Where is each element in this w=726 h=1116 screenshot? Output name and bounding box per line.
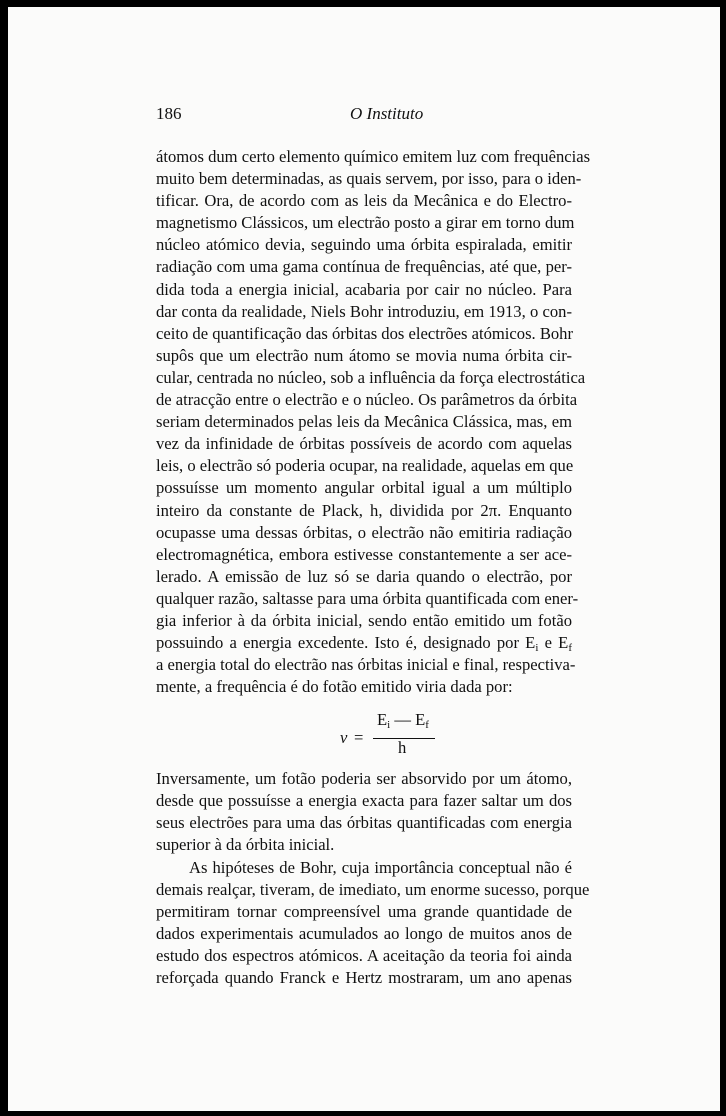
paragraph-1	[156, 146, 591, 698]
text-line: supôs que um electrão num átomo se movia numa órbita cir-	[156, 345, 572, 365]
text-line: mente, a frequência é do fotão emitido viria dada por:	[156, 677, 513, 697]
text-line: desde que possuísse a energia exacta para fazer saltar um dos	[156, 791, 572, 811]
page-number: 186	[156, 104, 182, 123]
text-line: ceito de quantificação das órbitas dos electrões atómicos. Bohr	[156, 323, 574, 343]
text-line: As hipóteses de Bohr, cuja importância conceptual não é	[189, 858, 572, 877]
frequency-formula	[340, 710, 440, 760]
text-line: magnetismo Clássicos, um electrão posto a girar em torno dum	[156, 213, 575, 233]
formula-sub-i: i	[387, 719, 391, 731]
text-line: leis, o electrão só poderia ocupar, na realidade, aquelas em que	[156, 456, 574, 476]
formula-nu: ν	[340, 728, 348, 747]
text-line: radiação com uma gama contínua de frequências, até que, per-	[156, 257, 572, 277]
text-line: a energia total do electrão nas órbitas inicial e final, respectiva-	[156, 655, 576, 675]
text-line: núcleo atómico devia, seguindo uma órbita espiralada, emitir	[156, 235, 572, 255]
subscript-i: i	[535, 642, 539, 655]
formula-minus-e: — E	[390, 710, 426, 729]
paragraph-2	[156, 768, 572, 856]
formula-equals: =	[354, 728, 364, 747]
text-line: Inversamente, um fotão poderia ser absorvido por um átomo,	[156, 769, 572, 788]
text-line: electromagnética, embora estivesse constantemente a ser ace-	[156, 544, 572, 564]
text-line: cular, centrada no núcleo, sob a influência da força electrostática	[156, 367, 586, 387]
text-line: dar conta da realidade, Niels Bohr introduziu, em 1913, o con-	[156, 301, 572, 321]
text-line: muito bem determinadas, as quais servem, por isso, para o iden-	[156, 169, 582, 189]
text-line: dados experimentais acumulados ao longo de muitos anos de	[156, 924, 572, 944]
text-line: possuísse um momento angular orbital igual a um múltiplo	[156, 478, 572, 498]
formula-numerator	[377, 710, 429, 731]
text-line: vez da infinidade de órbitas possíveis de acordo com aquelas	[156, 434, 572, 454]
text-line: reforçada quando Franck e Hertz mostraram, um ano apenas	[156, 968, 572, 988]
text-line: tificar. Ora, de acordo com as leis da Mecânica e do Electro-	[156, 191, 572, 211]
text-line: qualquer razão, saltasse para uma órbita quantificada com ener-	[156, 588, 579, 608]
line-text: possuindo a energia excedente. Isto é, designado por E	[156, 633, 536, 653]
text-line: seus electrões para uma das órbitas quantificadas com energia	[156, 813, 572, 833]
text-line: lerado. A emissão de luz só se daria quando o electrão, por	[156, 566, 572, 586]
text-line	[156, 632, 572, 654]
formula-denominator: h	[398, 738, 407, 757]
page-header	[156, 104, 572, 128]
line-text-and-ef: e E	[538, 633, 569, 653]
running-title: O Instituto	[350, 104, 424, 123]
text-line: seriam determinados pelas leis da Mecânica Clássica, mas, em	[156, 412, 572, 432]
text-line: gia inferior à da órbita inicial, sendo então emitido um fotão	[156, 610, 572, 630]
formula-sub-f: f	[425, 719, 429, 731]
text-line: demais realçar, tiveram, de imediato, um enorme sucesso, porque	[156, 880, 590, 900]
text-line: de atracção entre o electrão e o núcleo. Os parâmetros da órbita	[156, 390, 578, 410]
text-line: permitiram tornar compreensível uma grande quantidade de	[156, 902, 572, 922]
text-line: dida toda a energia inicial, acabaria por cair no núcleo. Para	[156, 279, 572, 299]
text-line: superior à da órbita inicial.	[156, 835, 335, 855]
text-line: estudo dos espectros atómicos. A aceitação da teoria foi ainda	[156, 946, 572, 966]
formula-e: E	[377, 710, 388, 729]
text-line: átomos dum certo elemento químico emitem luz com frequências	[156, 147, 591, 166]
text-line: ocupasse uma dessas órbitas, o electrão não emitiria radiação	[156, 522, 572, 542]
text-line: inteiro da constante de Plack, h, dividida por 2π. Enquanto	[156, 500, 572, 520]
paragraph-3	[156, 857, 590, 990]
subscript-f: f	[568, 642, 572, 655]
